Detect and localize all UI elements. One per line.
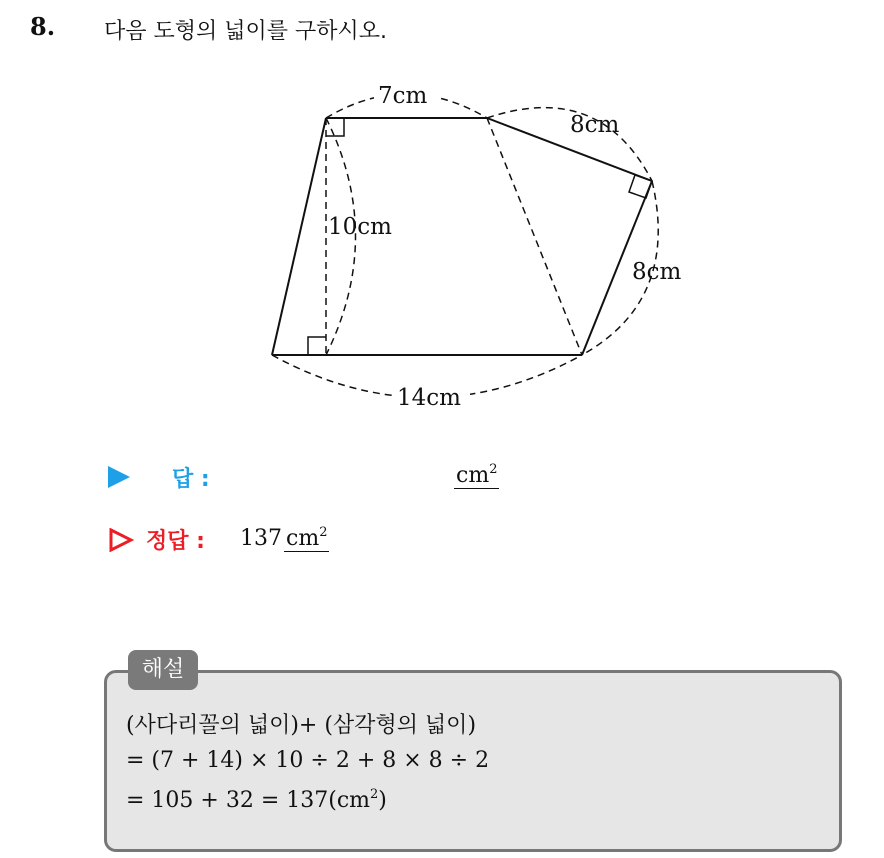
solution-line-1: (사다리꼴의 넓이)+ (삼각형의 넓이) <box>126 713 477 738</box>
answer-label: 답 : <box>172 467 210 492</box>
label-height: 10cm <box>328 214 392 240</box>
label-bottom: 14cm <box>397 385 461 411</box>
outline-arrow-icon <box>108 528 134 552</box>
label-top: 7cm <box>378 83 428 109</box>
correct-answer-row <box>108 524 528 556</box>
question-text: 다음 도형의 넓이를 구하시오. <box>104 19 387 44</box>
correct-value-group <box>240 526 329 551</box>
solution-line-3-prefix: = 105 + 32 = 137(cm <box>126 788 371 813</box>
solution-tab: 해설 <box>128 650 198 690</box>
solution-line-3-suffix: ) <box>378 788 387 813</box>
answer-unit: cm <box>456 463 490 488</box>
answer-unit-exp: 2 <box>489 462 498 477</box>
trapezoid-left-edge <box>272 118 326 355</box>
correct-label: 정답 : <box>146 529 205 554</box>
right-angle-mark-bottom <box>308 337 326 355</box>
solution-line-2: = (7 + 14) × 10 ÷ 2 + 8 × 8 ÷ 2 <box>126 748 490 773</box>
label-side-right: 8cm <box>632 259 682 285</box>
filled-arrow-icon <box>108 466 130 488</box>
correct-unit-exp: 2 <box>319 525 328 540</box>
label-side-upper: 8cm <box>570 112 620 138</box>
correct-unit: cm <box>286 526 320 551</box>
solution-line-3-exp: 2 <box>370 787 379 802</box>
correct-unit-wrap <box>284 526 329 552</box>
diagonal-dashed-line <box>487 118 582 355</box>
answer-row <box>108 462 528 494</box>
solution-line-3 <box>126 788 387 813</box>
right-angle-mark-triangle <box>629 175 652 198</box>
answer-blank[interactable] <box>454 464 499 489</box>
question-number: 8. <box>30 12 56 41</box>
right-angle-mark-top <box>326 118 344 136</box>
correct-value: 137 <box>240 526 282 551</box>
